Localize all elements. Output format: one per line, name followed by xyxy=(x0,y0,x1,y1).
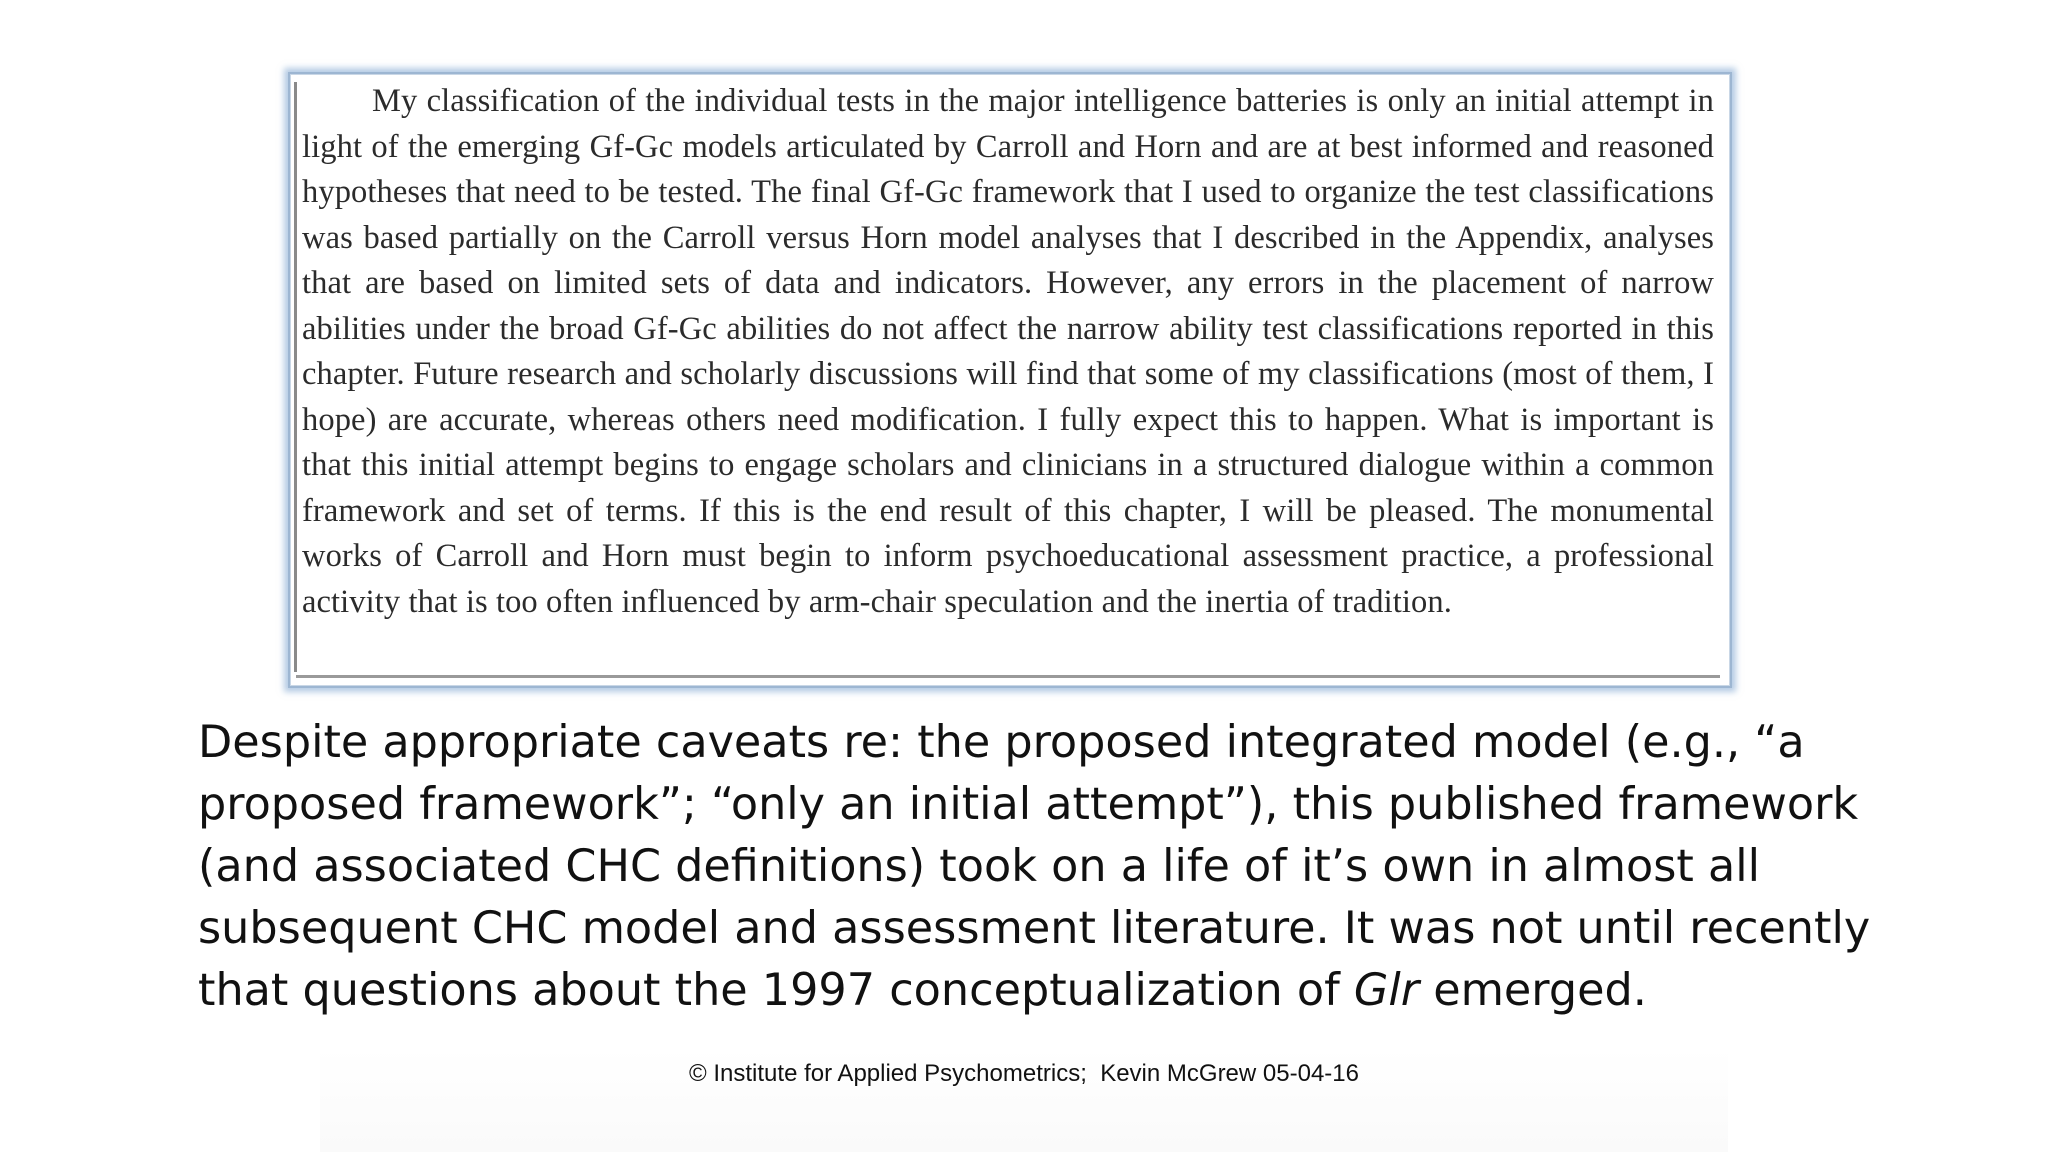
caption-text-part2: emerged. xyxy=(1419,965,1647,1016)
quote-image-frame xyxy=(288,72,1732,688)
caption-text-part1: Despite appropriate caveats re: the proposed integrated model (e.g., “a proposed framework”; “only an initial attempt”), this published framework (and associated CHC definitions) took on a life of it’s own in almost all subsequent CHC model and assessment literature. It was not until recently that questions about the 1997 conceptualization of xyxy=(198,717,1871,1016)
caption-paragraph xyxy=(198,712,1918,1022)
footer-band xyxy=(320,1048,1728,1152)
caption-glr-term: Glr xyxy=(1353,965,1420,1016)
copyright-footer: © Institute for Applied Psychometrics; Kevin McGrew 05-04-16 xyxy=(689,1060,1359,1087)
quote-text: My classification of the individual tests in the major intelligence batteries is only an initial attempt in light of the emerging Gf-Gc models articulated by Carroll and Horn and are at best informed and reasoned hypotheses that need to be tested. The final Gf-Gc framework that I used to organize the test classifications was based partially on the Carroll versus Horn model analyses that I described in the Appendix, analyses that are based on limited sets of data and indicators. However, any errors in the placement of narrow abilities under the broad Gf-Gc abilities do not affect the narrow ability test classifications reported in this chapter. Future research and scholarly discussions will find that some of my classifications (most of them, I hope) are accurate, whereas others need modification. I fully expect this to happen. What is important is that this initial attempt begins to engage scholars and clinicians in a structured dialogue within a common framework and set of terms. If this is the end result of this chapter, I will be pleased. The monumental works of Carroll and Horn must begin to inform psychoeducational assessment practice, a professional activity that is too often influenced by arm-chair speculation and the inertia of tradition. xyxy=(302,83,1714,620)
